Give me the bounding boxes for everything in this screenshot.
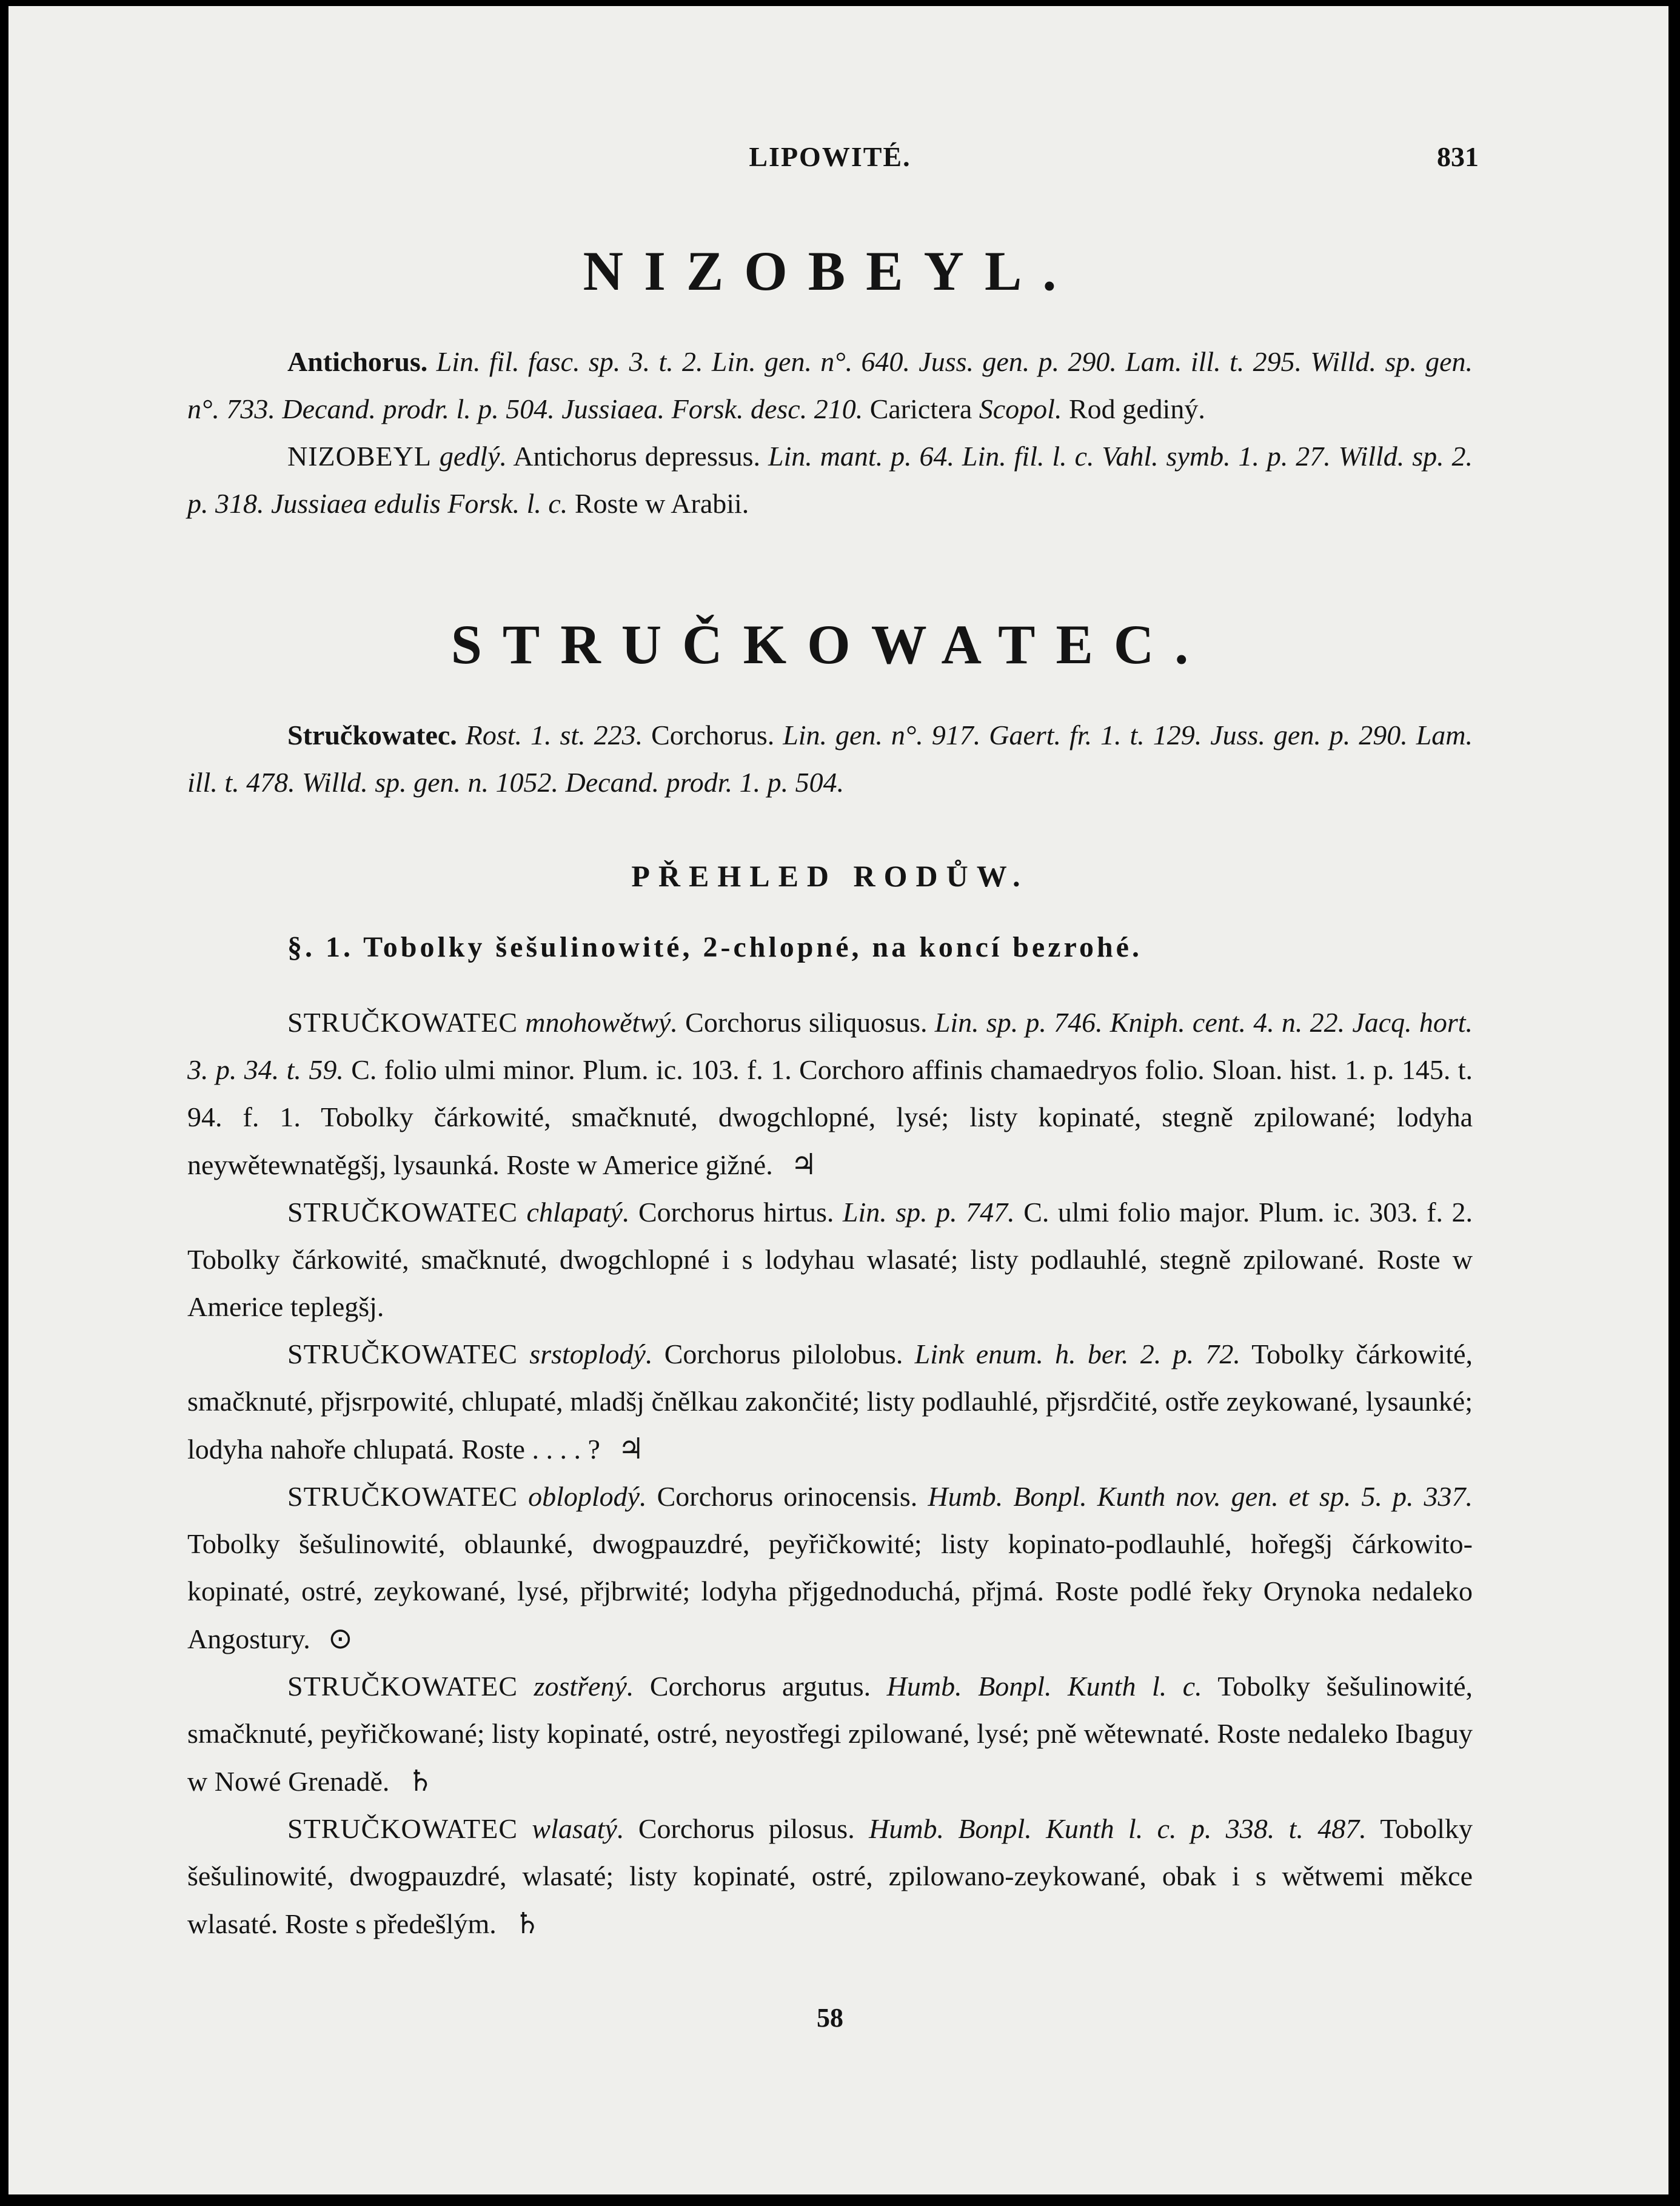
life-form-symbol: ♃ [618,1432,644,1466]
text-block [187,6,1479,2033]
description: Tobolky šešulinowité, oblaunké, dwogpauzdré, peyřičkowité; listy kopinato-podlauhlé, hořegšj čárkowito-kopinaté, ostré, zeykowané, lysé, přjbrwité; lodyha přjgednoduchá, přjmá. Roste podlé řeky Orynoka nedaleko Angostury. [187,1528,1473,1654]
species-name: STRUČKOWATEC [287,1481,518,1512]
synonym: Carictera [869,393,972,424]
latin-name: Corchorus orinocensis. [657,1481,918,1512]
species-name: STRUČKOWATEC [287,1813,518,1844]
description: C. ulmi folio major. Plum. ic. 303. f. 2. Tobolky čárkowité, smačknuté, dwogchlopné i s lodyhau wlasaté; listy podlauhlé, stegně zpilowané. Roste w Americe teplegšj. [187,1197,1473,1322]
species-name: STRUČKOWATEC [287,1197,518,1228]
life-form-symbol: ♄ [407,1764,433,1798]
latin-name: Corchorus hirtus. [638,1197,834,1228]
references: Lin. gen. n°. 917. Gaert. fr. 1. t. 129. Juss. gen. p. 290. Lam. ill. t. 478. Willd. sp. gen. n. 1052. Decand. prodr. 1. p. 504. [187,720,1473,798]
species-epithet: obloplodý. [528,1481,647,1512]
species-epithet: gedlý. [439,441,507,472]
references: Lin. mant. p. 64. Lin. fil. l. c. Vahl. symb. 1. p. 27. Willd. sp. 2. p. 318. Jussiaea edulis Forsk. l. c. [187,441,1473,519]
references: Humb. Bonpl. Kunth nov. gen. et sp. 5. p. 337. [928,1481,1473,1512]
genus-name: Stručkowatec. [287,720,457,750]
species-entry [187,999,1473,1189]
synonym-author: Scopol. [979,393,1062,424]
references: Link enum. h. ber. 2. p. 72. [914,1339,1240,1369]
species-entry-nizobeyl [187,433,1473,527]
page-header [187,6,1479,188]
genus-title-struckowatec: STRUČKOWATEC. [450,613,1210,675]
description: Tobolky čárkowité, smačknuté, přjsrpowité, chlupaté, mladšj čnělkau zakončité; listy podlauhlé, přjsrdčité, ostře zeykowané, lysaunké; lodyha nahoře chlupatá. Roste . . . . ? [187,1339,1473,1465]
species-epithet: srstoplodý. [529,1339,653,1369]
species-name: STRUČKOWATEC [287,1339,518,1369]
species-entry [187,1331,1473,1473]
species-list [187,999,1473,1948]
references: Lin. sp. p. 747. [842,1197,1015,1228]
overview-title: PŘEHLED RODŮW. [631,859,1029,893]
latin-name: Corchorus siliquosus. [685,1007,928,1038]
references: Humb. Bonpl. Kunth l. c. [886,1671,1202,1702]
references: Rost. 1. st. 223. [465,720,643,750]
genus-note: Rod gediný. [1068,393,1205,424]
species-entry [187,1805,1473,1948]
species-name: STRUČKOWATEC [287,1671,518,1702]
page-number: 831 [1437,141,1479,172]
species-entry [187,1473,1473,1663]
species-name: STRUČKOWATEC [287,1007,518,1038]
genus-intro-struckowatec [187,712,1473,806]
genus-name: Antichorus. [287,346,428,377]
genus-title-nizobeyl: NIZOBEYL. [583,240,1077,302]
latin-name: Antichorus depressus. [513,441,761,472]
species-entry [187,1189,1473,1331]
species-epithet: chlapatý. [526,1197,630,1228]
latin-name: Corchorus argutus. [649,1671,871,1702]
species-epithet: wlasatý. [532,1813,624,1844]
life-form-symbol: ♃ [791,1148,817,1182]
running-title: LIPOWITÉ. [749,141,911,172]
references: Lin. sp. p. 746. Kniph. cent. 4. n. 22. Jacq. hort. 3. p. 34. t. 59. [187,1007,1473,1085]
genus-intro-nizobeyl [187,338,1473,433]
description: Tobolky šešulinowité, dwogpauzdré, wlasaté; listy kopinaté, ostré, zpilowano-zeykowané, obak i s wětwemi měkce wlasaté. Roste s předešlým. [187,1813,1473,1939]
species-name: NIZOBEYL [287,441,432,472]
description: Tobolky šešulinowité, smačknuté, peyřičkowané; listy kopinaté, ostré, neyostřegi zpilowané, lysé; pně wětewnaté. Roste nedaleko Ibaguy w Nowé Grenadě. [187,1671,1473,1797]
life-form-symbol: ♄ [514,1907,541,1940]
latin-name: Corchorus pilosus. [638,1813,855,1844]
references: Lin. fil. fasc. sp. 3. t. 2. Lin. gen. n°. 640. Juss. gen. p. 290. Lam. ill. t. 295. Willd. sp. gen. n°. 733. Decand. prodr. l. p. 504. Jussiaea. Forsk. desc. 210. [187,346,1473,424]
latin-name: Corchorus. [651,720,775,750]
species-epithet: mnohowětwý. [525,1007,678,1038]
species-epithet: zostřený. [534,1671,634,1702]
latin-name: Corchorus pilolobus. [664,1339,903,1369]
description: C. folio ulmi minor. Plum. ic. 103. f. 1. Corchoro affinis chamaedryos folio. Sloan. hist. 1. p. 145. t. 94. f. 1. Tobolky čárkowité, smačknuté, dwogchlopné, lysé; listy kopinaté, stegně zpilowané; lodyha neywětewnatěgšj, lysaunká. Roste w Americe gižné. [187,1054,1473,1180]
book-page [8,6,1668,2194]
life-form-symbol: ⊙ [328,1622,353,1656]
subsection-heading: §. 1. Tobolky šešulinowité, 2-chlopné, na koncí bezrohé. [287,931,1142,963]
signature-mark: 58 [817,2003,843,2033]
species-entry [187,1663,1473,1805]
references: Humb. Bonpl. Kunth l. c. p. 338. t. 487. [869,1813,1367,1844]
habitat: Roste w Arabii. [574,488,749,519]
